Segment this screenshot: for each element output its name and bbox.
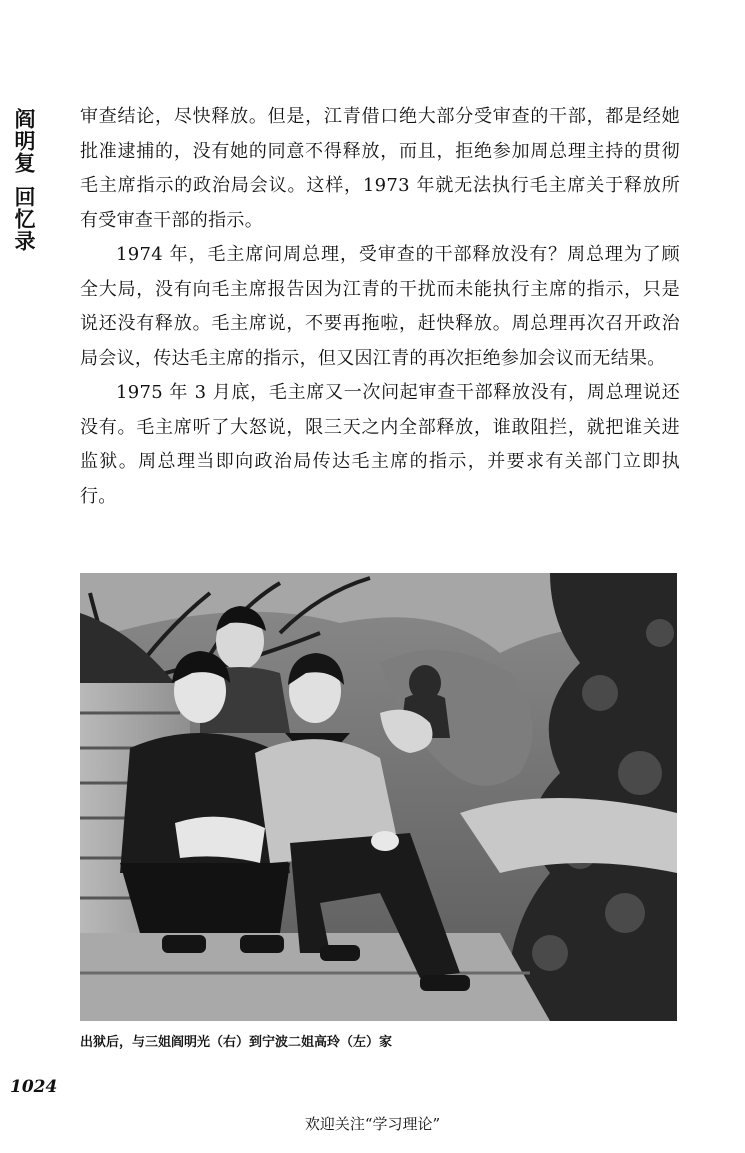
body-text: [80, 100, 680, 514]
paragraph-3: 1975 年 3 月底，毛主席又一次问起审查干部释放没有，周总理说还没有。毛主席听了大怒说，限三天之内全部释放，谁敢阻拦，就把谁关进监狱。周总理当即向政治局传达毛主席的指示，并要求有关部门立即执行。: [80, 382, 680, 507]
historical-photo: [80, 573, 677, 1021]
paragraph-2: 1974 年，毛主席问周总理，受审查的干部释放没有？周总理为了顾全大局，没有向毛主席报告因为江青的干扰而未能执行主席的指示，只是说还没有释放。毛主席说，不要再拖啦，赶快释放。周总理再次召开政治局会议，传达毛主席的指示，但又因江青的再次拒绝参加会议而无结果。: [80, 244, 680, 369]
page-number: 1024: [10, 1077, 58, 1097]
side-title-memoir: 回忆录: [12, 186, 37, 252]
footer-note: 欢迎关注“学习理论”: [304, 1115, 441, 1133]
photo-illustration: [80, 573, 677, 1021]
photo-caption: 出狱后，与三姐阎明光（右）到宁波二姐高玲（左）家: [80, 1035, 393, 1050]
book-side-title: [10, 108, 36, 252]
paragraph-1: 审查结论，尽快释放。但是，江青借口绝大部分受审查的干部，都是经她批准逮捕的，没有她的同意不得释放，而且，拒绝参加周总理主持的贯彻毛主席指示的政治局会议。这样，1973 年就无法执行毛主席关于释放所有受审查干部的指示。: [80, 106, 680, 231]
side-title-name: 阎明复: [12, 108, 37, 174]
